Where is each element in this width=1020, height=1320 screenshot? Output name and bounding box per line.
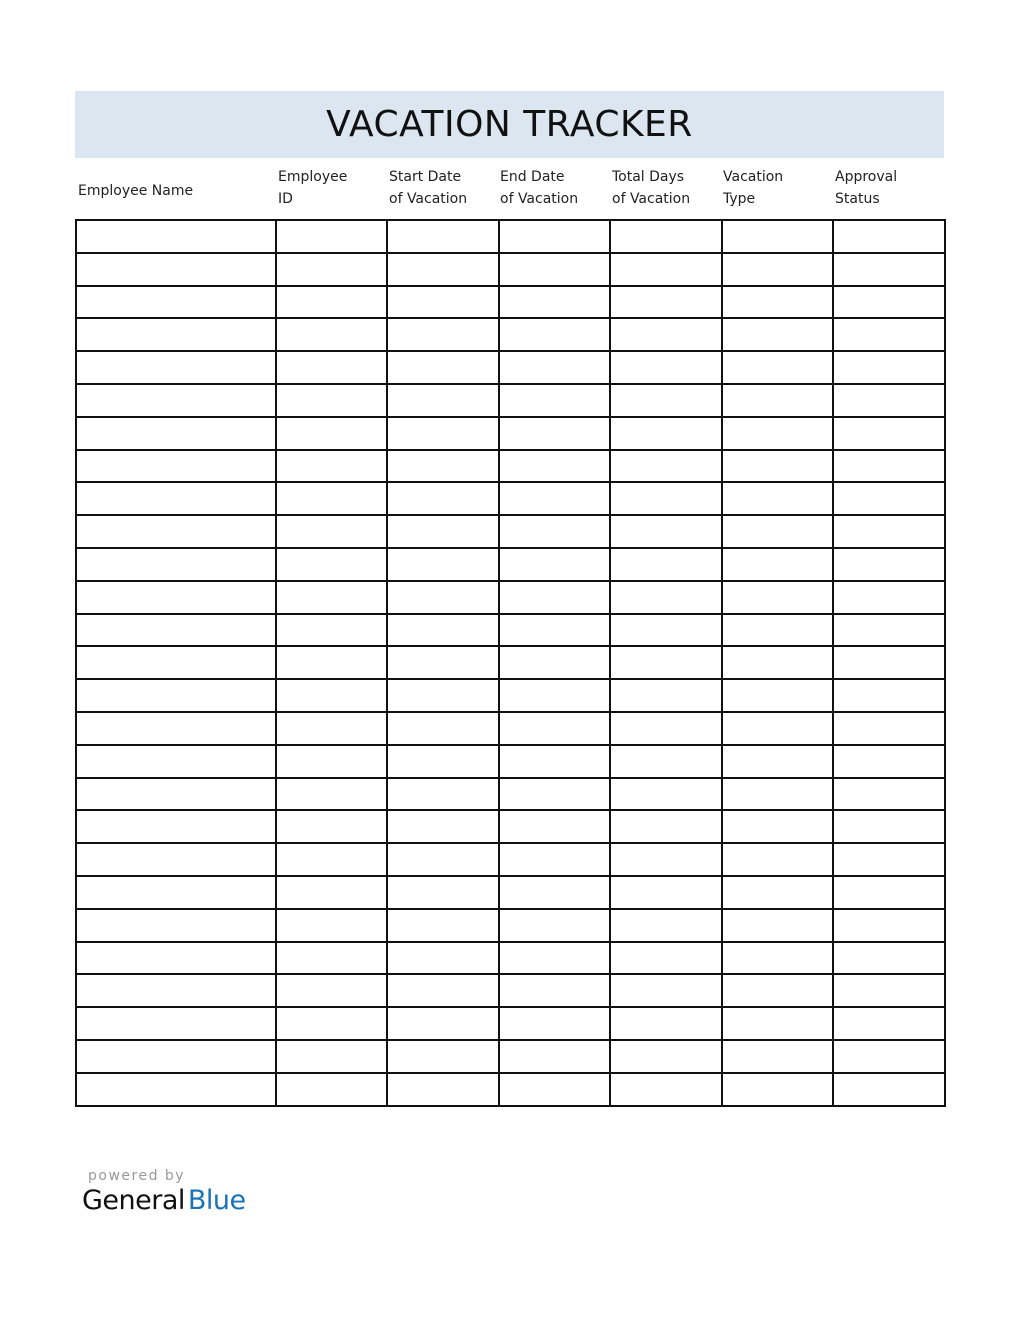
cell-total-days[interactable] — [610, 351, 722, 384]
cell-end-date[interactable] — [499, 482, 610, 515]
cell-start-date[interactable] — [387, 1040, 499, 1073]
cell-end-date[interactable] — [499, 1073, 610, 1106]
cell-start-date[interactable] — [387, 876, 499, 909]
table-row — [76, 482, 945, 515]
cell-employee-name[interactable] — [76, 1040, 276, 1073]
header-label-line2: of Vacation — [612, 191, 691, 207]
cell-employee-name[interactable] — [76, 712, 276, 745]
table-row — [76, 417, 945, 450]
cell-approval-status[interactable] — [833, 1073, 945, 1106]
cell-vacation-type[interactable] — [722, 220, 833, 253]
cell-total-days[interactable] — [610, 482, 722, 515]
cell-total-days[interactable] — [610, 679, 722, 712]
cell-employee-id[interactable] — [276, 482, 387, 515]
cell-employee-id[interactable] — [276, 778, 387, 811]
cell-start-date[interactable] — [387, 220, 499, 253]
cell-vacation-type[interactable] — [722, 778, 833, 811]
cell-employee-id[interactable] — [276, 810, 387, 843]
cell-employee-name[interactable] — [76, 778, 276, 811]
cell-start-date[interactable] — [387, 745, 499, 778]
cell-total-days[interactable] — [610, 417, 722, 450]
cell-total-days[interactable] — [610, 450, 722, 483]
cell-end-date[interactable] — [499, 712, 610, 745]
cell-employee-id[interactable] — [276, 614, 387, 647]
table-row — [76, 810, 945, 843]
cell-employee-id[interactable] — [276, 1073, 387, 1106]
cell-end-date[interactable] — [499, 286, 610, 319]
cell-employee-name[interactable] — [76, 450, 276, 483]
cell-start-date[interactable] — [387, 646, 499, 679]
table-row — [76, 515, 945, 548]
table-row — [76, 876, 945, 909]
cell-employee-id[interactable] — [276, 843, 387, 876]
table-row — [76, 548, 945, 581]
table-row — [76, 286, 945, 319]
cell-start-date[interactable] — [387, 548, 499, 581]
cell-vacation-type[interactable] — [722, 1040, 833, 1073]
table-row — [76, 778, 945, 811]
brand-name-general: General — [82, 1185, 185, 1216]
cell-employee-id[interactable] — [276, 220, 387, 253]
cell-employee-id[interactable] — [276, 1040, 387, 1073]
cell-approval-status[interactable] — [833, 843, 945, 876]
cell-end-date[interactable] — [499, 810, 610, 843]
cell-start-date[interactable] — [387, 1007, 499, 1040]
cell-employee-id[interactable] — [276, 679, 387, 712]
cell-start-date[interactable] — [387, 450, 499, 483]
cell-employee-name[interactable] — [76, 417, 276, 450]
cell-approval-status[interactable] — [833, 286, 945, 319]
cell-approval-status[interactable] — [833, 450, 945, 483]
cell-vacation-type[interactable] — [722, 1007, 833, 1040]
cell-total-days[interactable] — [610, 942, 722, 975]
cell-employee-name[interactable] — [76, 1073, 276, 1106]
cell-vacation-type[interactable] — [722, 515, 833, 548]
brand-logo — [82, 1185, 246, 1216]
cell-employee-name[interactable] — [76, 810, 276, 843]
cell-approval-status[interactable] — [833, 974, 945, 1007]
cell-employee-name[interactable] — [76, 318, 276, 351]
cell-start-date[interactable] — [387, 942, 499, 975]
cell-employee-name[interactable] — [76, 515, 276, 548]
cell-total-days[interactable] — [610, 1073, 722, 1106]
cell-start-date[interactable] — [387, 351, 499, 384]
cell-employee-name[interactable] — [76, 974, 276, 1007]
cell-vacation-type[interactable] — [722, 417, 833, 450]
cell-employee-name[interactable] — [76, 482, 276, 515]
cell-employee-name[interactable] — [76, 745, 276, 778]
cell-start-date[interactable] — [387, 909, 499, 942]
table-row — [76, 745, 945, 778]
table-row — [76, 1007, 945, 1040]
cell-start-date[interactable] — [387, 515, 499, 548]
cell-end-date[interactable] — [499, 745, 610, 778]
header-label: Employee Name — [78, 183, 194, 199]
cell-approval-status[interactable] — [833, 581, 945, 614]
cell-approval-status[interactable] — [833, 482, 945, 515]
cell-start-date[interactable] — [387, 843, 499, 876]
cell-start-date[interactable] — [387, 318, 499, 351]
cell-end-date[interactable] — [499, 220, 610, 253]
cell-vacation-type[interactable] — [722, 318, 833, 351]
cell-employee-name[interactable] — [76, 679, 276, 712]
cell-employee-id[interactable] — [276, 974, 387, 1007]
cell-employee-name[interactable] — [76, 1007, 276, 1040]
cell-start-date[interactable] — [387, 810, 499, 843]
table-row — [76, 909, 945, 942]
cell-approval-status[interactable] — [833, 778, 945, 811]
table-row — [76, 351, 945, 384]
cell-employee-id[interactable] — [276, 909, 387, 942]
cell-approval-status[interactable] — [833, 909, 945, 942]
cell-approval-status[interactable] — [833, 351, 945, 384]
cell-end-date[interactable] — [499, 614, 610, 647]
cell-end-date[interactable] — [499, 253, 610, 286]
table-row — [76, 1073, 945, 1106]
table-row — [76, 220, 945, 253]
cell-total-days[interactable] — [610, 548, 722, 581]
cell-approval-status[interactable] — [833, 318, 945, 351]
cell-vacation-type[interactable] — [722, 810, 833, 843]
header-total-days — [612, 166, 720, 216]
cell-employee-id[interactable] — [276, 286, 387, 319]
table-row — [76, 581, 945, 614]
cell-start-date[interactable] — [387, 712, 499, 745]
cell-employee-name[interactable] — [76, 548, 276, 581]
header-end-date — [500, 166, 608, 216]
cell-vacation-type[interactable] — [722, 581, 833, 614]
cell-total-days[interactable] — [610, 843, 722, 876]
cell-total-days[interactable] — [610, 778, 722, 811]
cell-total-days[interactable] — [610, 810, 722, 843]
cell-end-date[interactable] — [499, 778, 610, 811]
cell-start-date[interactable] — [387, 253, 499, 286]
cell-end-date[interactable] — [499, 581, 610, 614]
cell-approval-status[interactable] — [833, 646, 945, 679]
footer-branding — [82, 1168, 246, 1216]
cell-start-date[interactable] — [387, 384, 499, 417]
cell-employee-name[interactable] — [76, 220, 276, 253]
cell-vacation-type[interactable] — [722, 482, 833, 515]
cell-employee-name[interactable] — [76, 286, 276, 319]
cell-employee-id[interactable] — [276, 515, 387, 548]
table-row — [76, 1040, 945, 1073]
cell-vacation-type[interactable] — [722, 876, 833, 909]
cell-vacation-type[interactable] — [722, 253, 833, 286]
cell-approval-status[interactable] — [833, 253, 945, 286]
cell-employee-name[interactable] — [76, 581, 276, 614]
vacation-table — [75, 219, 946, 1107]
powered-by-label: powered by — [88, 1168, 186, 1184]
header-label-line1: End Date — [500, 169, 565, 185]
cell-total-days[interactable] — [610, 876, 722, 909]
table-row — [76, 843, 945, 876]
header-employee-id — [278, 166, 386, 216]
cell-approval-status[interactable] — [833, 384, 945, 417]
cell-vacation-type[interactable] — [722, 450, 833, 483]
cell-end-date[interactable] — [499, 974, 610, 1007]
cell-total-days[interactable] — [610, 712, 722, 745]
table-row — [76, 450, 945, 483]
cell-vacation-type[interactable] — [722, 384, 833, 417]
cell-approval-status[interactable] — [833, 876, 945, 909]
cell-employee-id[interactable] — [276, 351, 387, 384]
cell-employee-id[interactable] — [276, 712, 387, 745]
table-row — [76, 679, 945, 712]
cell-vacation-type[interactable] — [722, 942, 833, 975]
header-label-line1: Approval — [835, 169, 898, 185]
cell-employee-name[interactable] — [76, 384, 276, 417]
header-label-line2: Type — [723, 191, 756, 207]
cell-start-date[interactable] — [387, 679, 499, 712]
cell-end-date[interactable] — [499, 942, 610, 975]
cell-employee-id[interactable] — [276, 417, 387, 450]
cell-employee-id[interactable] — [276, 942, 387, 975]
cell-start-date[interactable] — [387, 1073, 499, 1106]
cell-total-days[interactable] — [610, 909, 722, 942]
cell-approval-status[interactable] — [833, 614, 945, 647]
cell-total-days[interactable] — [610, 1040, 722, 1073]
cell-vacation-type[interactable] — [722, 286, 833, 319]
table-row — [76, 974, 945, 1007]
cell-vacation-type[interactable] — [722, 351, 833, 384]
cell-vacation-type[interactable] — [722, 679, 833, 712]
cell-employee-name[interactable] — [76, 646, 276, 679]
cell-vacation-type[interactable] — [722, 614, 833, 647]
cell-vacation-type[interactable] — [722, 646, 833, 679]
cell-start-date[interactable] — [387, 974, 499, 1007]
cell-total-days[interactable] — [610, 974, 722, 1007]
cell-employee-id[interactable] — [276, 646, 387, 679]
header-label-line2: Status — [835, 191, 880, 207]
cell-employee-name[interactable] — [76, 614, 276, 647]
header-start-date — [389, 166, 497, 216]
table-row — [76, 318, 945, 351]
cell-total-days[interactable] — [610, 581, 722, 614]
cell-end-date[interactable] — [499, 450, 610, 483]
header-employee-name — [78, 166, 273, 216]
cell-approval-status[interactable] — [833, 1040, 945, 1073]
header-label-line2: of Vacation — [500, 191, 579, 207]
table-row — [76, 712, 945, 745]
cell-vacation-type[interactable] — [722, 548, 833, 581]
title-banner — [75, 91, 944, 158]
cell-total-days[interactable] — [610, 286, 722, 319]
cell-approval-status[interactable] — [833, 712, 945, 745]
cell-vacation-type[interactable] — [722, 909, 833, 942]
cell-approval-status[interactable] — [833, 417, 945, 450]
cell-end-date[interactable] — [499, 843, 610, 876]
cell-start-date[interactable] — [387, 286, 499, 319]
cell-vacation-type[interactable] — [722, 1073, 833, 1106]
cell-employee-id[interactable] — [276, 318, 387, 351]
cell-total-days[interactable] — [610, 253, 722, 286]
cell-start-date[interactable] — [387, 482, 499, 515]
header-label-line1: Total Days — [612, 169, 685, 185]
header-label-line2: of Vacation — [389, 191, 468, 207]
cell-approval-status[interactable] — [833, 745, 945, 778]
cell-employee-name[interactable] — [76, 253, 276, 286]
header-vacation-type — [723, 166, 831, 216]
cell-start-date[interactable] — [387, 581, 499, 614]
cell-vacation-type[interactable] — [722, 712, 833, 745]
table-row — [76, 384, 945, 417]
cell-total-days[interactable] — [610, 614, 722, 647]
table-body — [76, 220, 945, 1106]
cell-vacation-type[interactable] — [722, 843, 833, 876]
cell-employee-id[interactable] — [276, 745, 387, 778]
cell-employee-id[interactable] — [276, 548, 387, 581]
cell-end-date[interactable] — [499, 646, 610, 679]
cell-end-date[interactable] — [499, 679, 610, 712]
cell-total-days[interactable] — [610, 1007, 722, 1040]
cell-end-date[interactable] — [499, 318, 610, 351]
cell-total-days[interactable] — [610, 384, 722, 417]
header-label-line1: Start Date — [389, 169, 462, 185]
header-label-line1: Vacation — [723, 169, 784, 185]
cell-start-date[interactable] — [387, 417, 499, 450]
cell-vacation-type[interactable] — [722, 745, 833, 778]
page-title: VACATION TRACKER — [326, 104, 693, 145]
cell-vacation-type[interactable] — [722, 974, 833, 1007]
cell-end-date[interactable] — [499, 417, 610, 450]
header-approval-status — [835, 166, 943, 216]
cell-start-date[interactable] — [387, 614, 499, 647]
cell-end-date[interactable] — [499, 909, 610, 942]
header-label-line1: Employee — [278, 169, 348, 185]
cell-employee-id[interactable] — [276, 384, 387, 417]
cell-end-date[interactable] — [499, 1040, 610, 1073]
cell-start-date[interactable] — [387, 778, 499, 811]
cell-employee-name[interactable] — [76, 942, 276, 975]
cell-approval-status[interactable] — [833, 548, 945, 581]
cell-total-days[interactable] — [610, 318, 722, 351]
cell-approval-status[interactable] — [833, 1007, 945, 1040]
column-headers — [75, 166, 944, 216]
cell-end-date[interactable] — [499, 1007, 610, 1040]
cell-employee-name[interactable] — [76, 843, 276, 876]
table-row — [76, 646, 945, 679]
cell-approval-status[interactable] — [833, 679, 945, 712]
table-row — [76, 614, 945, 647]
cell-total-days[interactable] — [610, 745, 722, 778]
cell-total-days[interactable] — [610, 220, 722, 253]
cell-end-date[interactable] — [499, 515, 610, 548]
cell-employee-id[interactable] — [276, 876, 387, 909]
brand-name-blue: Blue — [187, 1185, 246, 1216]
cell-employee-id[interactable] — [276, 581, 387, 614]
table-row — [76, 253, 945, 286]
cell-employee-name[interactable] — [76, 876, 276, 909]
cell-total-days[interactable] — [610, 646, 722, 679]
table-row — [76, 942, 945, 975]
cell-employee-id[interactable] — [276, 253, 387, 286]
cell-end-date[interactable] — [499, 351, 610, 384]
cell-employee-name[interactable] — [76, 351, 276, 384]
cell-approval-status[interactable] — [833, 515, 945, 548]
cell-approval-status[interactable] — [833, 942, 945, 975]
cell-employee-name[interactable] — [76, 909, 276, 942]
cell-employee-id[interactable] — [276, 1007, 387, 1040]
header-label-line2: ID — [278, 191, 293, 207]
cell-end-date[interactable] — [499, 876, 610, 909]
cell-employee-id[interactable] — [276, 450, 387, 483]
cell-end-date[interactable] — [499, 384, 610, 417]
cell-total-days[interactable] — [610, 515, 722, 548]
cell-end-date[interactable] — [499, 548, 610, 581]
cell-approval-status[interactable] — [833, 220, 945, 253]
cell-approval-status[interactable] — [833, 810, 945, 843]
